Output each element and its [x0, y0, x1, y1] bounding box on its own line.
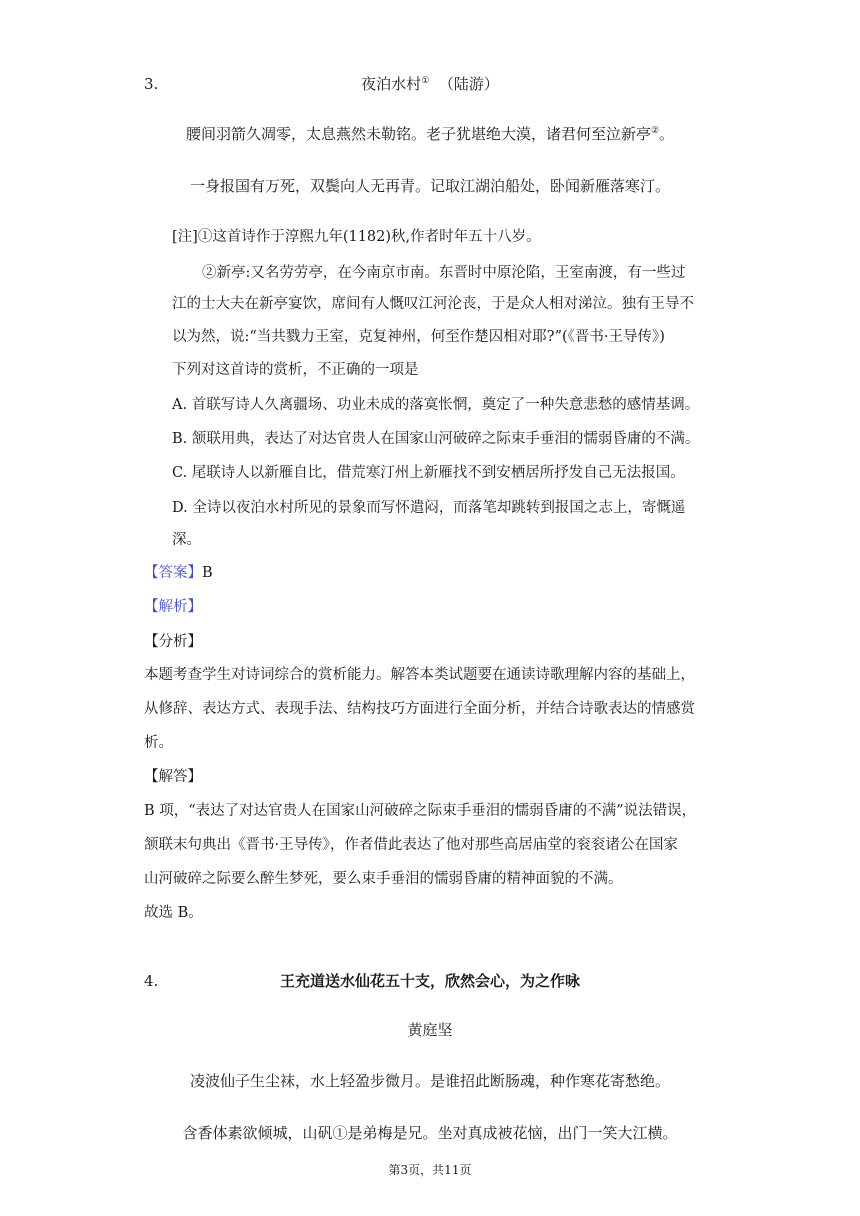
option-letter: B.: [172, 431, 188, 447]
jieda-line: B 项，“表达了对达官贵人在国家山河破碎之际束手垂泪的懦弱昏庸的不满”说法错误，: [144, 803, 697, 819]
poem-line-text: 一身报国有万死，双鬓向人无再青。记取江湖泊船处，卧闻新雁落寒汀。: [189, 177, 670, 195]
footnote-marker: ②: [650, 126, 660, 136]
poem-line: 含香体素欲倾城，山矾①是弟梅是兄。坐对真成被花恼，出门一笑大江横。: [182, 1124, 678, 1142]
option-letter: D.: [172, 500, 188, 516]
option-text: 全诗以夜泊水村所见的景象而写怀遣闷，而落笔却跳转到报国之志上，寄慨遥: [192, 500, 686, 516]
option-letter: A.: [172, 397, 188, 413]
option-d-continuation: 深。: [172, 532, 201, 548]
jieda-label: 【解答】: [144, 769, 202, 785]
fenxi-line: 析。: [144, 735, 173, 751]
poem-title-line: [0, 74, 860, 94]
jieda-line: 山河破碎之际要么醉生梦死，要么束手垂泪的懦弱昏庸的精神面貌的不满。: [144, 871, 623, 887]
poem-author: （陆游）: [438, 75, 499, 93]
option-b[interactable]: [172, 429, 699, 449]
footnote-marker: ①: [421, 76, 430, 86]
answer-value: B: [202, 565, 213, 581]
option-letter: C.: [172, 465, 188, 481]
poem-author: 黄庭坚: [407, 1021, 453, 1039]
fenxi-line: 本题考查学生对诗词综合的赏析能力。解答本类试题要在通读诗歌理解内容的基础上，: [144, 667, 695, 683]
note-line: 以为然，说:“当共戮力王室，克复神州，何至作楚囚相对耶?”(《晋书·王导传》): [172, 329, 665, 345]
fenxi-line: 从修辞、表达方式、表现手法、结构技巧方面进行全面分析，并结合诗歌表达的情感赏: [144, 701, 695, 717]
poem-line: [0, 124, 860, 144]
note-line: ②新亭:又名劳劳亭，在今南京市南。东晋时中原沦陷，王室南渡，有一些过: [202, 265, 686, 281]
poem-title: 王充道送水仙花五十支，欣然会心，为之作咏: [279, 972, 580, 990]
option-text: 首联写诗人久离疆场、功业未成的落寞怅惘，奠定了一种失意悲愁的感情基调。: [191, 397, 700, 413]
poem-title: 夜泊水村: [361, 75, 422, 93]
question-stem: 下列对这首诗的赏析，不正确的一项是: [172, 362, 419, 378]
option-text: 颔联用典，表达了对达官贵人在国家山河破碎之际束手垂泪的懦弱昏庸的不满。: [191, 431, 700, 447]
question-number: 3.: [144, 75, 159, 93]
jieda-line: 颔联末句典出《晋书·王导传》，作者借此表达了他对那些高居庙堂的衮衮诸公在国家: [144, 837, 678, 853]
poem-line-end: 。: [659, 125, 675, 143]
note-line: [注]①这首诗作于淳熙九年(1182)秋,作者时年五十八岁。: [172, 229, 541, 245]
question-number: 4.: [144, 972, 159, 990]
option-d[interactable]: [172, 498, 685, 518]
poem-line: [0, 176, 860, 196]
note-line: 江的士大夫在新亭宴饮，席间有人慨叹江河沦丧，于是众人相对涕泣。独有王导不: [172, 296, 694, 312]
poem-line: 凌波仙子生尘袜，水上轻盈步微月。是谁招此断肠魂，种作寒花寄愁绝。: [189, 1072, 670, 1090]
jieda-line: 故选 B。: [144, 905, 203, 921]
answer-line: [144, 563, 213, 583]
fenxi-label: 【分析】: [144, 634, 202, 650]
option-a[interactable]: [172, 395, 699, 415]
page-footer: 第3页，共11页: [388, 1163, 472, 1177]
poem-line-text: 腰间羽箭久凋零，太息燕然未勒铭。老子犹堪绝大漠，诸君何至泣新亭: [185, 125, 651, 143]
answer-label: 【答案】: [144, 565, 202, 581]
option-text: 尾联诗人以新雁自比，借荒寒汀州上新雁找不到安栖居所抒发自己无法报国。: [191, 465, 685, 481]
analysis-label: 【解析】: [144, 599, 202, 615]
option-c[interactable]: [172, 463, 685, 483]
